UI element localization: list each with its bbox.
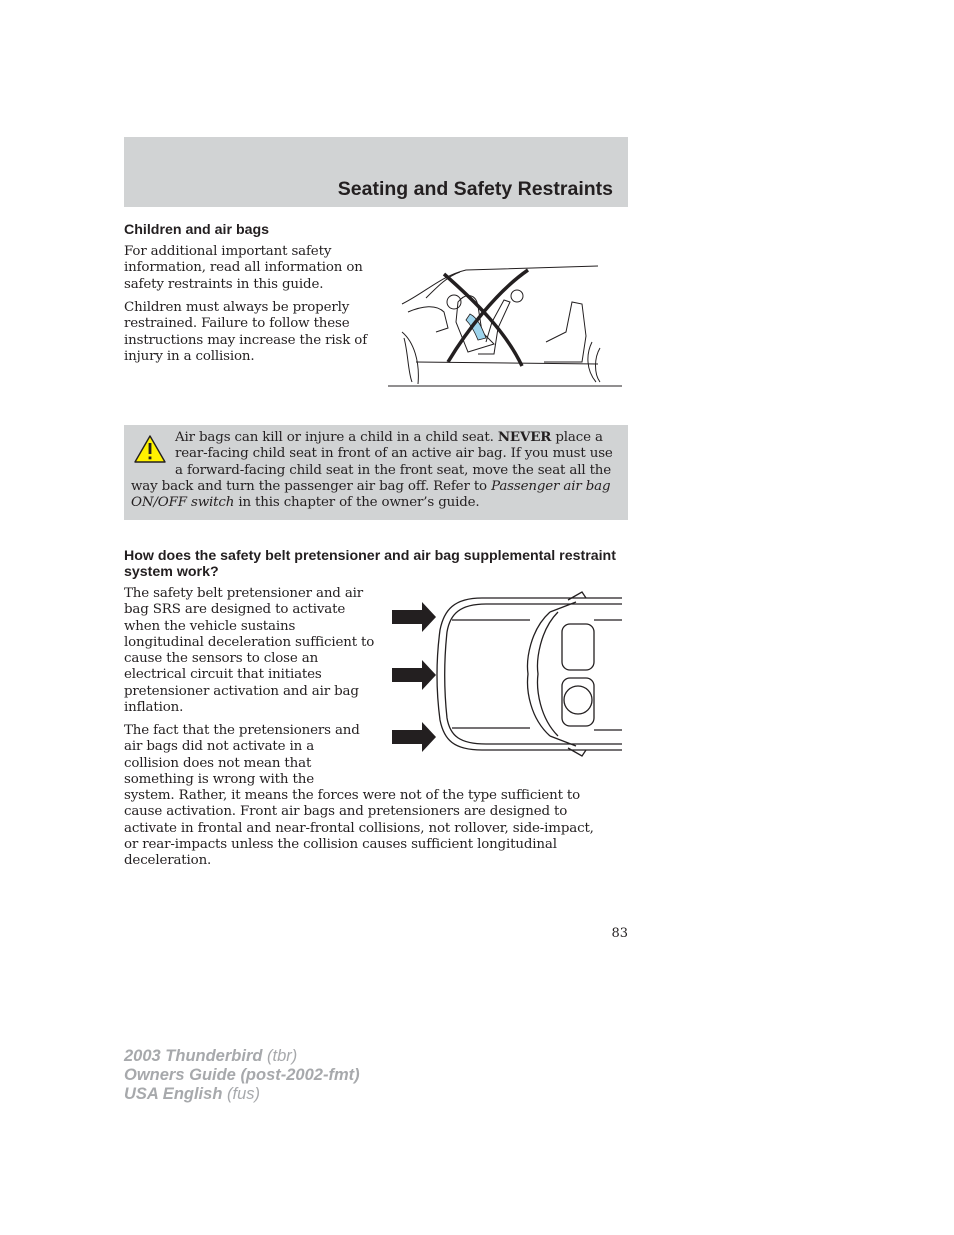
- warning-text-part2: place a rear-facing child seat in front of an active air bag. If you must use a forward-facing child seat in the front seat, move the seat all the way back and turn the passenger air bag off. Refer to: [131, 430, 613, 494]
- warning-text-part3: in this chapter of the owner’s guide.: [238, 495, 480, 511]
- child-seat-crossed-out-illustration: [386, 262, 626, 390]
- paragraph-safety-info: For additional important safety information, read all information on safety restraints in this guide.: [124, 244, 363, 292]
- warning-box: [124, 425, 628, 520]
- page-number: 83: [611, 926, 628, 941]
- footer-language: USA English: [124, 1085, 223, 1103]
- warning-never-emphasis: NEVER: [497, 429, 552, 445]
- paragraph-non-activation: The fact that the pretensioners and air bags did not activate in a collision does not mean that something is wrong with the system. Rather, it means the forces were not of the type sufficient to cause activation. Front air bags and pretensioners are designed to activate in frontal and near-frontal collisions, not rollover, side-impact, or rear-impacts unless the collision causes sufficient longitudinal deceleration.: [124, 723, 594, 869]
- paragraph-srs-activation: The safety belt pretensioner and air bag SRS are designed to activate when the vehicle sustains longitudinal deceleration sufficient to cause the sensors to close an electrical circuit that initiates pretensioner activation and air bag inflation.: [124, 586, 375, 716]
- heading-pretensioner-srs: How does the safety belt pretensioner and air bag supplemental restraint system work?: [124, 548, 616, 580]
- warning-reference-link-text: Passenger air bag ON/OFF switch: [131, 478, 611, 511]
- section-title: Seating and Safety Restraints: [337, 178, 613, 200]
- footer-model-code: (tbr): [267, 1047, 298, 1065]
- document-footer: [124, 1047, 360, 1104]
- footer-guide: Owners Guide (post-2002-fmt): [124, 1066, 360, 1084]
- paragraph-children-restrained: Children must always be properly restrained. Failure to follow these instructions may increase the risk of injury in a collision.: [124, 300, 368, 364]
- impact-arrow-icon: [392, 602, 436, 632]
- footer-model: 2003 Thunderbird: [124, 1047, 263, 1065]
- warning-text-part1: Air bags can kill or injure a child in a child seat.: [175, 430, 494, 445]
- warning-triangle-icon: [133, 434, 167, 464]
- section-header-band: [124, 137, 628, 207]
- heading-children-air-bags: Children and air bags: [124, 222, 270, 238]
- impact-arrow-icon: [392, 660, 436, 690]
- footer-language-code: (fus): [227, 1085, 260, 1103]
